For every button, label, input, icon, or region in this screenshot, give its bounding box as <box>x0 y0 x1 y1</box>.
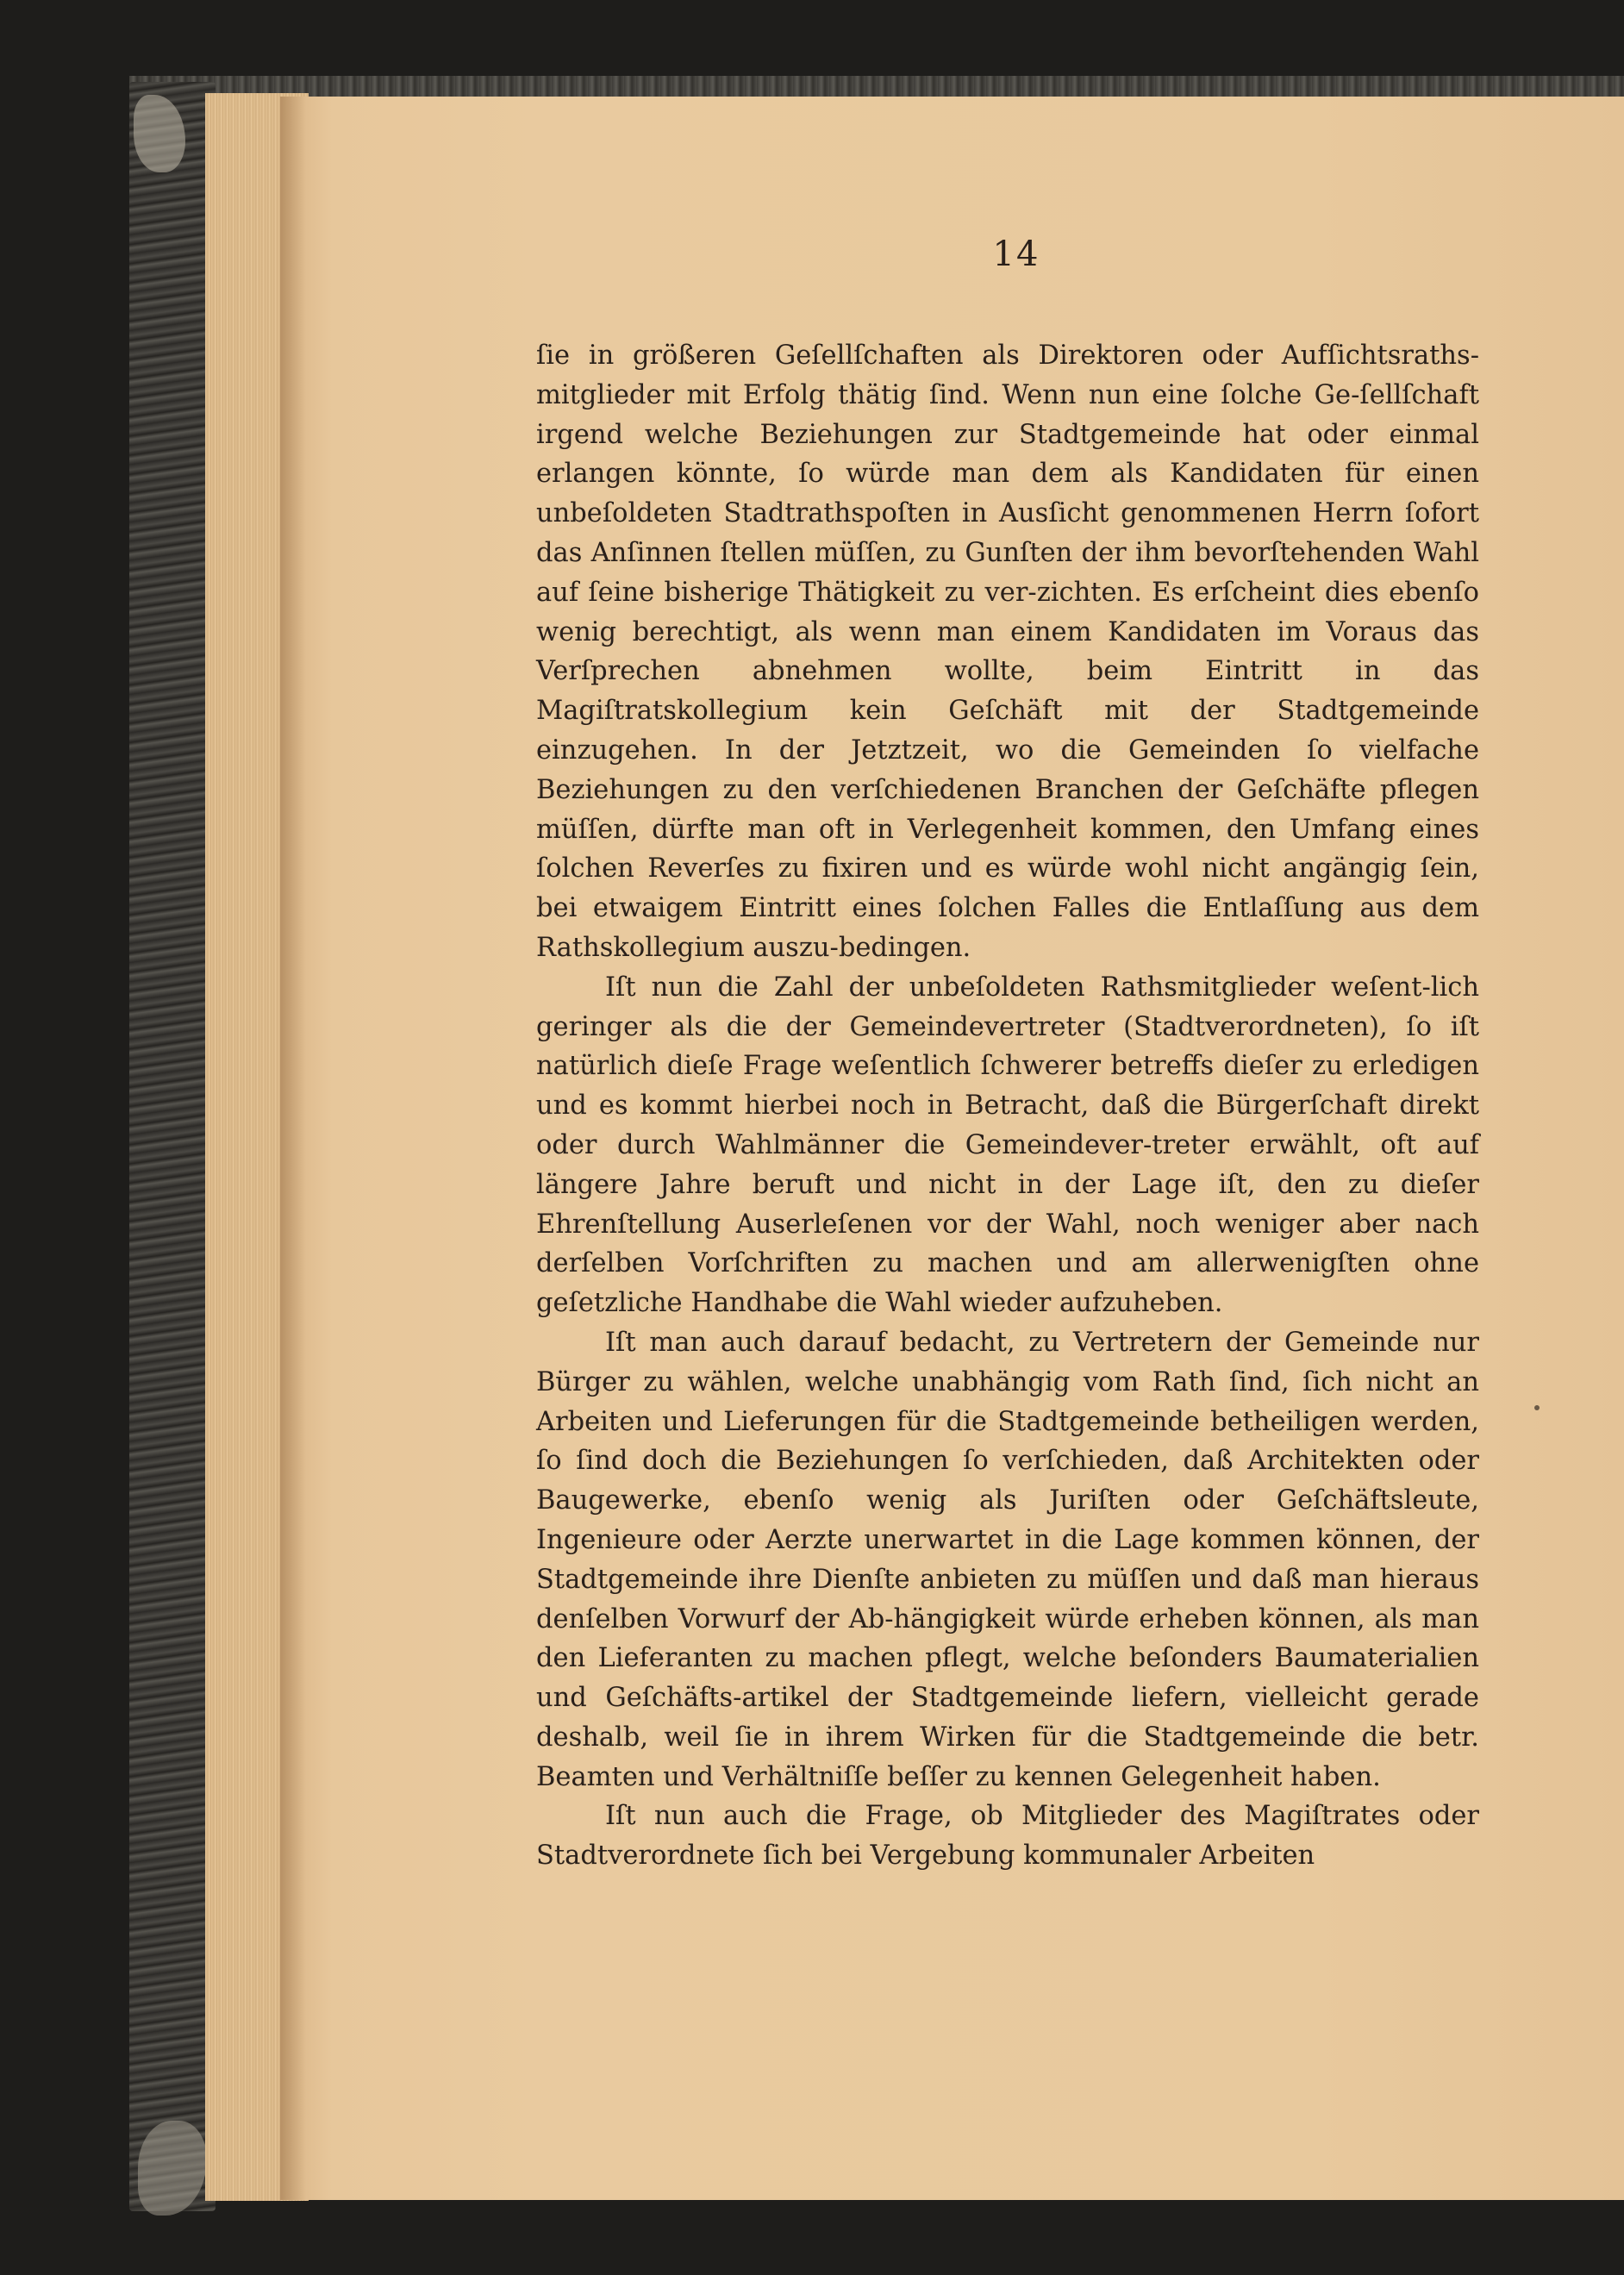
paragraph: Iſt nun auch die Frage, ob Mitglieder des Magiſtrates oder Stadtverordnete ſich bei Vergebung kommunaler Arbeiten <box>536 1801 1479 1872</box>
book-cover-marbled-edge <box>129 82 215 2211</box>
text-block <box>536 233 1479 1876</box>
page-number: 14 <box>992 234 1040 274</box>
paragraph: Iſt nun die Zahl der unbeſoldeten Rathsmitglieder weſent-lich geringer als die der Gemeindevertreter (Stadtverordneten), ſo iſt natürlich dieſe Frage weſentlich ſchwerer betreffs dieſer zu erledigen und es kommt hierbei noch in Betracht, daß die Bürgerſchaft direkt oder durch Wahlmänner die Gemeindever-treter erwählt, oft auf längere Jahre beruft und nicht in der Lage iſt, den zu dieſer Ehrenſtellung Auserleſenen vor der Wahl, noch weniger aber nach derſelben Vorſchriften zu machen und am allerwenigſten ohne geſetzliche Handhabe die Wahl wieder aufzuheben. <box>536 972 1479 1319</box>
paragraph: ſie in größeren Geſellſchaften als Direktoren oder Aufſichtsraths-mitglieder mit Erfolg thätig ſind. Wenn nun eine ſolche Ge-ſellſchaft irgend welche Beziehungen zur Stadtgemeinde hat oder einmal erlangen könnte, ſo würde man dem als Kandidaten für einen unbeſoldeten Stadtrathspoſten in Ausſicht genommenen Herrn ſofort das Anſinnen ſtellen müſſen, zu Gunſten der ihm bevorſtehenden Wahl auf ſeine bisherige Thätigkeit zu ver-zichten. Es erſcheint dies ebenſo wenig berechtigt, als wenn man einem Kandidaten im Voraus das Verſprechen abnehmen wollte, beim Eintritt in das Magiſtratskollegium kein Geſchäft mit der Stadtgemeinde einzugehen. In der Jetztzeit, wo die Gemeinden ſo vielfache Beziehungen zu den verſchiedenen Branchen der Geſchäfte pflegen müſſen, dürfte man oft in Verlegenheit kommen, den Umfang eines ſolchen Reverſes zu fixiren und es würde wohl nicht angängig ſein, bei etwaigem Eintritt eines ſolchen Falles die Entlaſſung aus dem Rathskollegium auszu-bedingen. <box>536 341 1479 963</box>
paragraph: Iſt man auch darauf bedacht, zu Vertretern der Gemeinde nur Bürger zu wählen, welche unabhängig vom Rath ſind, ſich nicht an Arbeiten und Lieferungen für die Stadtgemeinde betheiligen werden, ſo ſind doch die Beziehungen ſo verſchieden, daß Architekten oder Baugewerke, ebenſo wenig als Juriſten oder Geſchäftsleute, Ingenieure oder Aerzte unerwartet in die Lage kommen können, der Stadtgemeinde ihre Dienſte anbieten zu müſſen und daß man hieraus denſelben Vorwurf der Ab-hängigkeit würde erheben können, als man den Lieferanten zu machen pflegt, welche beſonders Baumaterialien und Geſchäfts-artikel der Stadtgemeinde liefern, vielleicht gerade deshalb, weil ſie in ihrem Wirken für die Stadtgemeinde die betr. Beamten und Verhältniſſe beſſer zu kennen Gelegenheit haben. <box>536 1327 1479 1792</box>
gutter-shadow <box>280 97 306 2200</box>
paper-speck <box>1534 1405 1540 1410</box>
